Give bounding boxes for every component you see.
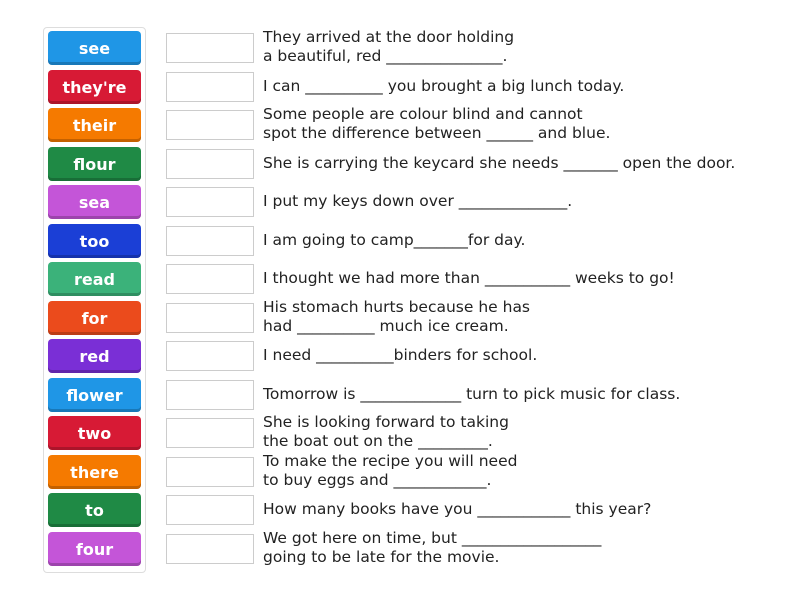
sentence-text: I thought we had more than ___________ weeks to go! — [263, 268, 675, 287]
word-tile-2[interactable]: their — [48, 108, 141, 142]
word-tile-13[interactable]: four — [48, 532, 141, 566]
word-tile-6[interactable]: read — [48, 262, 141, 296]
sentence-text: His stomach hurts because he has had __________ much ice cream. — [263, 298, 531, 335]
word-tile-5[interactable]: too — [48, 224, 141, 258]
sentence-text: To make the recipe you will need to buy eggs and ____________. — [263, 452, 518, 489]
answer-drop-box[interactable] — [166, 72, 254, 102]
sentence-text: How many books have you ____________ this year? — [263, 499, 652, 518]
answer-drop-box[interactable] — [166, 341, 254, 371]
sentence-text: We got here on time, but __________________ going to be late for the movie. — [263, 529, 602, 566]
sentence-text: I am going to camp_______for day. — [263, 230, 526, 249]
word-tile-1[interactable]: they're — [48, 70, 141, 104]
answer-drop-box[interactable] — [166, 380, 254, 410]
answer-drop-box[interactable] — [166, 418, 254, 448]
sentence-text: I need __________binders for school. — [263, 345, 538, 364]
sentence-text: She is looking forward to taking the boat out on the _________. — [263, 413, 509, 450]
sentence-text: They arrived at the door holding a beautiful, red _______________. — [263, 28, 515, 65]
word-tile-4[interactable]: sea — [48, 185, 141, 219]
sentence-text: Tomorrow is _____________ turn to pick music for class. — [263, 384, 681, 403]
answer-drop-box[interactable] — [166, 534, 254, 564]
answer-drop-box[interactable] — [166, 110, 254, 140]
answer-drop-box[interactable] — [166, 149, 254, 179]
answer-drop-box[interactable] — [166, 495, 254, 525]
answer-drop-box[interactable] — [166, 303, 254, 333]
sentence-text: I can __________ you brought a big lunch today. — [263, 76, 625, 95]
word-tile-10[interactable]: two — [48, 416, 141, 450]
answer-drop-box[interactable] — [166, 33, 254, 63]
word-tile-12[interactable]: to — [48, 493, 141, 527]
word-tile-9[interactable]: flower — [48, 378, 141, 412]
word-tile-0[interactable]: see — [48, 31, 141, 65]
sentence-text: I put my keys down over ______________. — [263, 191, 573, 210]
answer-drop-box[interactable] — [166, 264, 254, 294]
answer-drop-box[interactable] — [166, 226, 254, 256]
answer-drop-box[interactable] — [166, 457, 254, 487]
word-tile-11[interactable]: there — [48, 455, 141, 489]
word-tile-3[interactable]: flour — [48, 147, 141, 181]
word-tile-8[interactable]: red — [48, 339, 141, 373]
answer-drop-box[interactable] — [166, 187, 254, 217]
sentence-text: Some people are colour blind and cannot spot the difference between ______ and blue. — [263, 105, 611, 142]
sentence-text: She is carrying the keycard she needs _______ open the door. — [263, 153, 736, 172]
word-tile-7[interactable]: for — [48, 301, 141, 335]
